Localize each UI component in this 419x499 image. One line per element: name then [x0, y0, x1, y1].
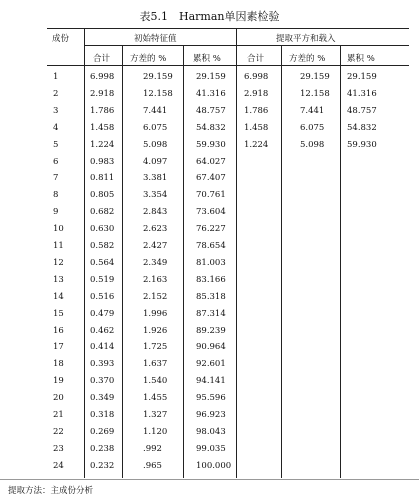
cell-component: 14	[53, 291, 64, 302]
cell-total: 0.349	[90, 393, 115, 404]
cell-total: 0.462	[90, 325, 115, 336]
cell-variance: 1.120	[143, 426, 168, 437]
cell-total: 1.786	[90, 105, 115, 116]
vline-5	[281, 45, 282, 478]
cell-total: 0.232	[90, 460, 115, 471]
cell-total: 0.318	[90, 410, 115, 420]
cell-variance: 2.152	[143, 291, 168, 302]
header-total-2: 合计	[247, 54, 265, 64]
cell-component: 17	[53, 342, 64, 353]
cell-variance: .965	[143, 460, 162, 471]
cell-variance: 1.455	[143, 393, 168, 404]
cell-component: 12	[53, 257, 64, 268]
footer-rule	[0, 479, 419, 480]
cell-ext-cumulative: 48.757	[347, 105, 377, 116]
cell-cumulative: 78.654	[196, 241, 226, 251]
cell-component: 2	[53, 88, 59, 99]
cell-component: 9	[53, 207, 59, 218]
cell-ext-variance: 6.075	[300, 122, 325, 133]
cell-ext-total: 1.224	[244, 139, 269, 150]
cell-variance: 2.427	[143, 241, 168, 251]
cell-cumulative: 59.930	[196, 139, 226, 150]
cell-total: 0.516	[90, 291, 115, 302]
cell-variance: 1.926	[143, 325, 168, 336]
cell-cumulative: 99.035	[196, 443, 226, 454]
cell-ext-total: 2.918	[244, 88, 269, 99]
cell-cumulative: 64.027	[196, 156, 226, 167]
cell-total: 2.918	[90, 88, 115, 99]
cell-cumulative: 81.003	[196, 257, 226, 268]
cell-total: 0.393	[90, 359, 115, 370]
cell-component: 1	[53, 72, 59, 82]
cell-variance: 5.098	[143, 139, 168, 150]
cell-component: 4	[53, 122, 59, 133]
cell-variance: 7.441	[143, 105, 168, 116]
vline-3	[183, 45, 184, 478]
cell-total: 0.370	[90, 376, 115, 387]
cell-component: 19	[53, 376, 64, 387]
cell-cumulative: 41.316	[196, 88, 226, 99]
cell-cumulative: 89.239	[196, 325, 226, 336]
cell-ext-cumulative: 29.159	[347, 72, 377, 82]
cell-variance: 2.843	[143, 207, 168, 218]
cell-ext-variance: 12.158	[300, 88, 330, 99]
cell-component: 23	[53, 443, 64, 454]
vline-1	[84, 28, 85, 478]
cell-total: 0.805	[90, 190, 115, 201]
cell-component: 18	[53, 359, 64, 370]
cell-total: 0.414	[90, 342, 115, 353]
cell-component: 15	[53, 308, 64, 319]
cell-cumulative: 85.318	[196, 291, 226, 302]
cell-variance: 1.637	[143, 359, 168, 370]
vline-6	[340, 45, 341, 478]
cell-total: 0.519	[90, 274, 115, 285]
cell-cumulative: 83.166	[196, 274, 226, 285]
vline-4	[236, 28, 237, 478]
cell-cumulative: 67.407	[196, 173, 226, 184]
cell-component: 5	[53, 139, 59, 150]
cell-component: 11	[53, 241, 64, 251]
cell-total: 0.682	[90, 207, 115, 218]
cell-variance: 3.381	[143, 173, 168, 184]
cell-total: 0.479	[90, 308, 115, 319]
header-initial-eigenvalues: 初始特征值	[134, 34, 177, 44]
cell-ext-cumulative: 54.832	[347, 122, 377, 133]
cell-ext-variance: 5.098	[300, 139, 325, 150]
header-bottom-rule	[47, 65, 409, 66]
cell-variance: .992	[143, 443, 162, 454]
cell-cumulative: 94.141	[196, 376, 226, 387]
cell-variance: 4.097	[143, 156, 168, 167]
cell-component: 22	[53, 426, 64, 437]
cell-component: 24	[53, 460, 64, 471]
cell-component: 21	[53, 410, 64, 420]
header-cumulative-2: 累积 %	[347, 54, 375, 64]
header-variance-2: 方差的 %	[289, 54, 326, 64]
cell-cumulative: 73.604	[196, 207, 226, 218]
header-variance-1: 方差的 %	[130, 54, 167, 64]
cell-total: 6.998	[90, 72, 115, 82]
cell-ext-cumulative: 41.316	[347, 88, 377, 99]
cell-component: 10	[53, 224, 64, 235]
cell-cumulative: 96.923	[196, 410, 226, 420]
cell-variance: 29.159	[143, 72, 173, 82]
cell-component: 20	[53, 393, 64, 404]
cell-component: 6	[53, 156, 59, 167]
cell-variance: 2.623	[143, 224, 168, 235]
cell-variance: 2.163	[143, 274, 168, 285]
cell-cumulative: 100.000	[196, 460, 232, 471]
cell-cumulative: 70.761	[196, 190, 226, 201]
cell-ext-cumulative: 59.930	[347, 139, 377, 150]
cell-total: 0.630	[90, 224, 115, 235]
header-total-1: 合计	[93, 54, 111, 64]
table-title: 表5.1 Harman单因素检验	[139, 10, 280, 23]
cell-cumulative: 54.832	[196, 122, 226, 133]
vline-2	[122, 45, 123, 478]
cell-ext-total: 1.458	[244, 122, 269, 133]
cell-cumulative: 87.314	[196, 308, 226, 319]
cell-cumulative: 95.596	[196, 393, 226, 404]
cell-total: 1.224	[90, 139, 115, 150]
top-rule	[47, 28, 409, 29]
cell-cumulative: 98.043	[196, 426, 226, 437]
cell-component: 13	[53, 274, 64, 285]
cell-total: 1.458	[90, 122, 115, 133]
cell-variance: 2.349	[143, 257, 168, 268]
cell-variance: 3.354	[143, 190, 168, 201]
cell-variance: 1.725	[143, 342, 168, 353]
header-component: 成份	[52, 34, 70, 44]
cell-cumulative: 76.227	[196, 224, 226, 235]
cell-total: 0.582	[90, 241, 115, 251]
cell-variance: 6.075	[143, 122, 168, 133]
cell-component: 8	[53, 190, 59, 201]
group-rule	[84, 45, 409, 46]
cell-total: 0.564	[90, 257, 115, 268]
cell-ext-variance: 7.441	[300, 105, 325, 116]
table-footnote: 提取方法：主成份分析	[8, 486, 94, 496]
cell-total: 0.238	[90, 443, 115, 454]
cell-component: 7	[53, 173, 59, 184]
cell-cumulative: 90.964	[196, 342, 226, 353]
cell-total: 0.811	[90, 173, 115, 184]
cell-variance: 1.540	[143, 376, 168, 387]
cell-variance: 1.996	[143, 308, 168, 319]
cell-cumulative: 48.757	[196, 105, 226, 116]
cell-total: 0.983	[90, 156, 115, 167]
cell-ext-total: 6.998	[244, 72, 269, 82]
header-cumulative-1: 累积 %	[193, 54, 221, 64]
cell-component: 16	[53, 325, 64, 336]
cell-cumulative: 92.601	[196, 359, 226, 370]
cell-total: 0.269	[90, 426, 115, 437]
cell-cumulative: 29.159	[196, 72, 226, 82]
cell-component: 3	[53, 105, 59, 116]
header-extraction-sums: 提取平方和载入	[276, 34, 336, 44]
cell-ext-total: 1.786	[244, 105, 269, 116]
cell-ext-variance: 29.159	[300, 72, 330, 82]
cell-variance: 12.158	[143, 88, 173, 99]
cell-variance: 1.327	[143, 410, 168, 420]
